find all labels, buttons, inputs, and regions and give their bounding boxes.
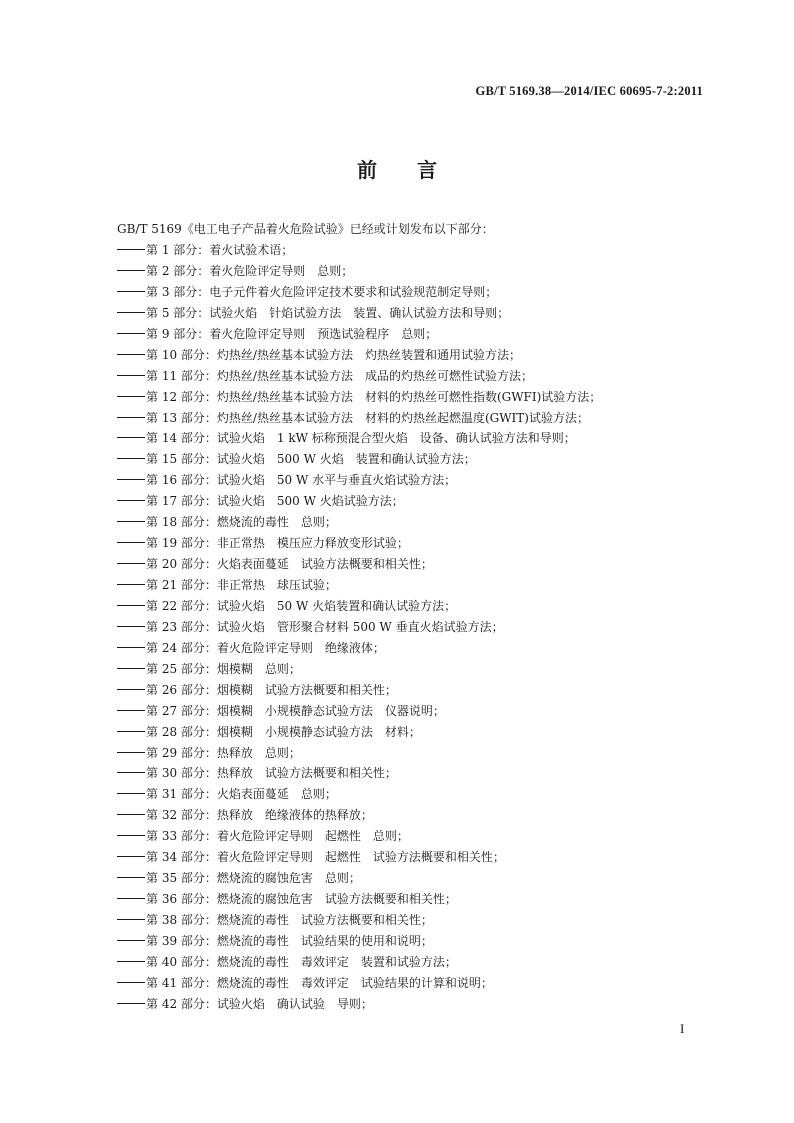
em-dash-mark — [117, 521, 145, 522]
list-item — [117, 491, 601, 512]
list-item-text: 第 36 部分：燃烧流的腐蚀危害 试验方法概要和相关性； — [146, 892, 457, 907]
list-item-text: 第 31 部分：火焰表面蔓延 总则； — [146, 787, 337, 802]
list-item-text: 第 28 部分：烟模糊 小规模静态试验方法 材料； — [146, 724, 421, 739]
standard-code-header: GB/T 5169.38—2014/IEC 60695-7-2:2011 — [475, 84, 703, 98]
em-dash-mark — [117, 982, 145, 983]
list-item — [117, 282, 601, 303]
list-item-text: 第 22 部分：试验火焰 50 W 火焰装置和确认试验方法； — [146, 598, 457, 613]
em-dash-mark — [117, 249, 145, 250]
em-dash-mark — [117, 291, 145, 292]
list-item — [117, 470, 601, 491]
intro-paragraph: GB/T 5169《电工电子产品着火危险试验》已经或计划发布以下部分： — [117, 222, 494, 236]
list-item — [117, 931, 601, 952]
list-item-text: 第 1 部分：着火试验术语； — [146, 243, 294, 257]
list-item-text: 第 34 部分：着火危险评定导则 起燃性 试验方法概要和相关性； — [146, 850, 505, 865]
list-item-text: 第 15 部分：试验火焰 500 W 火焰 装置和确认试验方法； — [146, 452, 476, 467]
list-item-text: 第 17 部分：试验火焰 500 W 火焰试验方法； — [146, 494, 404, 509]
list-item — [117, 617, 601, 638]
em-dash-mark — [117, 1003, 145, 1004]
em-dash-mark — [117, 417, 145, 418]
list-item-text: 第 23 部分：试验火焰 管形聚合材料 500 W 垂直火焰试验方法； — [146, 619, 504, 634]
em-dash-mark — [117, 898, 145, 899]
list-item — [117, 638, 601, 659]
list-item-text: 第 12 部分：灼热丝/热丝基本试验方法 材料的灼热丝可燃性指数(GWFI)试验方法； — [146, 389, 602, 404]
em-dash-mark — [117, 270, 145, 271]
em-dash-mark — [117, 940, 145, 941]
parts-list — [117, 240, 601, 1015]
list-item-text: 第 32 部分：热释放 绝缘液体的热释放； — [146, 808, 373, 823]
list-item-text: 第 5 部分：试验火焰 针焰试验方法 装置、确认试验方法和导则； — [146, 305, 510, 320]
em-dash-mark — [117, 396, 145, 397]
list-item — [117, 743, 601, 764]
list-item — [117, 387, 601, 408]
em-dash-mark — [117, 605, 145, 606]
list-item-text: 第 27 部分：烟模糊 小规模静态试验方法 仪器说明； — [146, 703, 445, 718]
em-dash-mark — [117, 961, 145, 962]
list-item — [117, 784, 601, 805]
em-dash-mark — [117, 563, 145, 564]
list-item-text: 第 41 部分：燃烧流的毒性 毒效评定 试验结果的计算和说明； — [146, 975, 493, 990]
list-item-text: 第 10 部分：灼热丝/热丝基本试验方法 灼热丝装置和通用试验方法； — [146, 347, 521, 362]
list-item-text: 第 35 部分：燃烧流的腐蚀危害 总则； — [146, 871, 361, 886]
list-item — [117, 408, 601, 429]
em-dash-mark — [117, 877, 145, 878]
em-dash-mark — [117, 584, 145, 585]
list-item-text: 第 38 部分：燃烧流的毒性 试验方法概要和相关性； — [146, 913, 433, 927]
em-dash-mark — [117, 752, 145, 753]
list-item — [117, 847, 601, 868]
list-item — [117, 973, 601, 994]
em-dash-mark — [117, 458, 145, 459]
em-dash-mark — [117, 689, 145, 690]
list-item — [117, 596, 601, 617]
list-item — [117, 533, 601, 554]
list-item — [117, 722, 601, 743]
list-item — [117, 680, 601, 701]
list-item-text: 第 39 部分：燃烧流的毒性 试验结果的使用和说明； — [146, 933, 433, 948]
page-number: I — [680, 1021, 685, 1036]
list-item-text: 第 26 部分：烟模糊 试验方法概要和相关性； — [146, 682, 397, 697]
list-item-text: 第 30 部分：热释放 试验方法概要和相关性； — [146, 766, 397, 781]
page-title: 前言 — [357, 158, 477, 182]
list-item — [117, 366, 601, 387]
list-item — [117, 575, 601, 596]
em-dash-mark — [117, 647, 145, 648]
em-dash-mark — [117, 731, 145, 732]
list-item-text: 第 14 部分：试验火焰 1 kW 标称预混合型火焰 设备、确认试验方法和导则； — [146, 431, 576, 446]
list-item-text: 第 20 部分：火焰表面蔓延 试验方法概要和相关性； — [146, 557, 433, 572]
list-item-text: 第 40 部分：燃烧流的毒性 毒效评定 装置和试验方法； — [146, 954, 457, 969]
list-item — [117, 826, 601, 847]
list-item — [117, 345, 601, 366]
list-item — [117, 868, 601, 889]
em-dash-mark — [117, 333, 145, 334]
em-dash-mark — [117, 375, 145, 376]
list-item — [117, 554, 601, 575]
em-dash-mark — [117, 710, 145, 711]
list-item-text: 第 29 部分：热释放 总则； — [146, 745, 301, 760]
em-dash-mark — [117, 437, 145, 438]
list-item — [117, 240, 601, 261]
list-item-text: 第 18 部分：燃烧流的毒性 总则； — [146, 515, 337, 530]
list-item — [117, 701, 601, 722]
list-item-text: 第 3 部分：电子元件着火危险评定技术要求和试验规范制定导则； — [146, 284, 498, 299]
list-item — [117, 994, 601, 1015]
em-dash-mark — [117, 793, 145, 794]
em-dash-mark — [117, 626, 145, 627]
em-dash-mark — [117, 814, 145, 815]
list-item — [117, 303, 601, 324]
list-item-text: 第 25 部分：烟模糊 总则； — [146, 661, 301, 676]
list-item-text: 第 21 部分：非正常热 球压试验； — [146, 578, 337, 592]
list-item-text: 第 2 部分：着火危险评定导则 总则； — [146, 263, 354, 278]
list-item-text: 第 33 部分：着火危险评定导则 起燃性 总则； — [146, 829, 409, 844]
list-item — [117, 952, 601, 973]
list-item-text: 第 9 部分：着火危险评定导则 预选试验程序 总则； — [146, 326, 438, 341]
list-item — [117, 763, 601, 784]
list-item — [117, 512, 601, 533]
em-dash-mark — [117, 856, 145, 857]
em-dash-mark — [117, 668, 145, 669]
list-item — [117, 449, 601, 470]
em-dash-mark — [117, 312, 145, 313]
list-item — [117, 324, 601, 345]
list-item-text: 第 24 部分：着火危险评定导则 绝缘液体； — [146, 640, 385, 655]
em-dash-mark — [117, 542, 145, 543]
list-item-text: 第 13 部分：灼热丝/热丝基本试验方法 材料的灼热丝起燃温度(GWIT)试验方法； — [146, 410, 589, 425]
list-item — [117, 805, 601, 826]
em-dash-mark — [117, 500, 145, 501]
list-item-text: 第 11 部分：灼热丝/热丝基本试验方法 成品的灼热丝可燃性试验方法； — [146, 368, 533, 383]
em-dash-mark — [117, 479, 145, 480]
list-item — [117, 889, 601, 910]
em-dash-mark — [117, 919, 145, 920]
list-item-text: 第 19 部分：非正常热 模压应力释放变形试验； — [146, 536, 409, 551]
list-item — [117, 428, 601, 449]
list-item — [117, 261, 601, 282]
em-dash-mark — [117, 835, 145, 836]
em-dash-mark — [117, 354, 145, 355]
list-item — [117, 659, 601, 680]
em-dash-mark — [117, 772, 145, 773]
list-item — [117, 910, 601, 931]
list-item-text: 第 16 部分：试验火焰 50 W 水平与垂直火焰试验方法； — [146, 473, 457, 488]
list-item-text: 第 42 部分：试验火焰 确认试验 导则； — [146, 996, 373, 1011]
